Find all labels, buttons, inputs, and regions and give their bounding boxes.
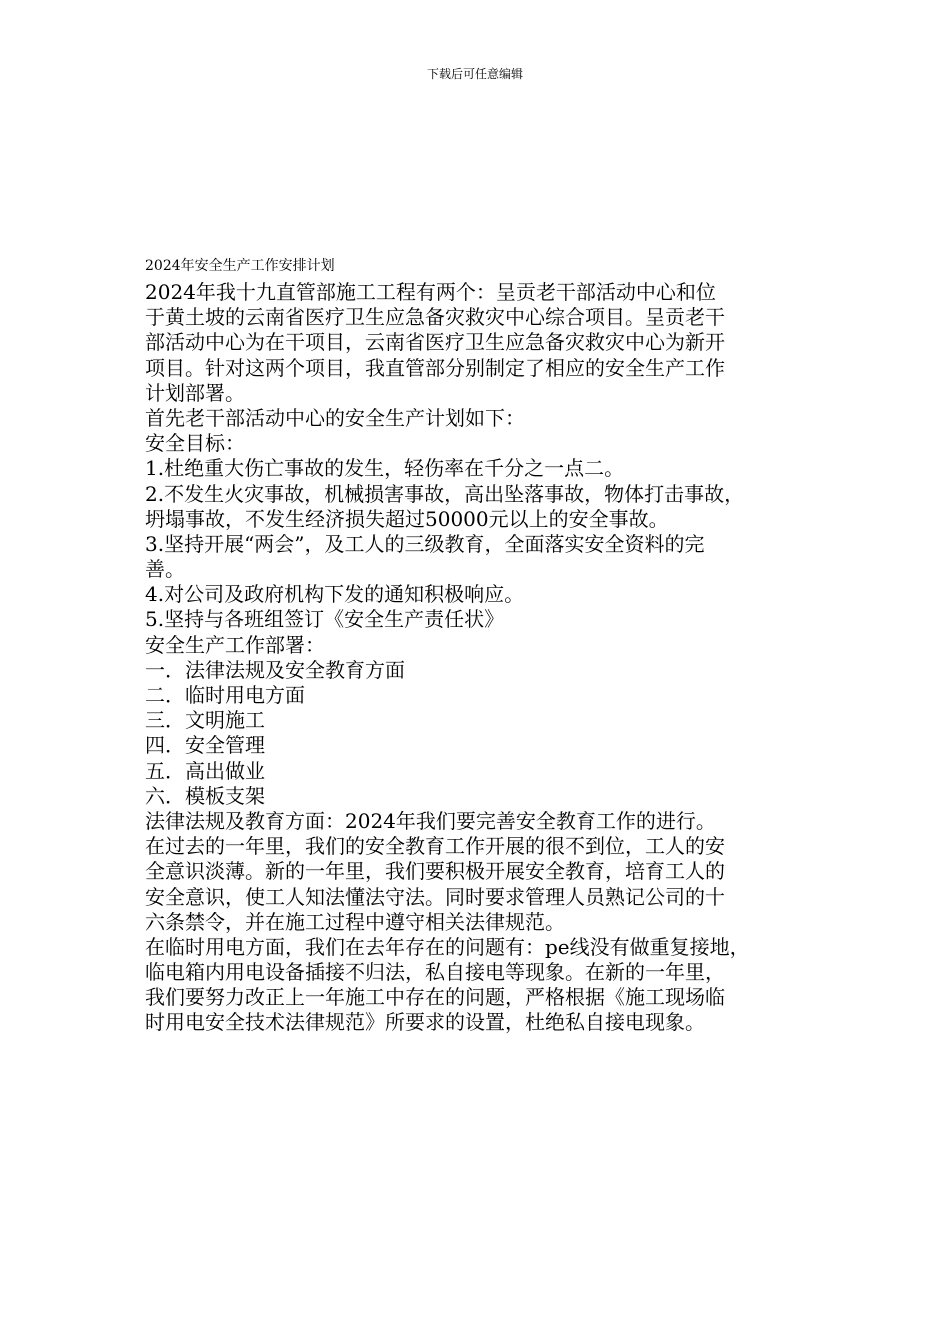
document-title: 2024年安全生产工作安排计划 [145, 258, 335, 274]
list-item: 4.对公司及政府机构下发的通知积极响应。 [145, 582, 525, 607]
body-line: 时用电安全技术法律规范》所要求的设置，杜绝私自接电现象。 [145, 1010, 705, 1035]
list-item: 二．临时用电方面 [145, 683, 305, 707]
body-line: 临电箱内用电设备插接不归法，私自接电等现象。在新的一年里， [145, 960, 725, 985]
list-item: 四．安全管理 [145, 733, 265, 758]
list-item: 三．文明施工 [145, 708, 265, 733]
body-line: 计划部署。 [145, 380, 245, 405]
section-heading: 安全目标： [145, 431, 245, 456]
body-line: 我们要努力改正上一年施工中存在的问题，严格根据《施工现场临 [145, 985, 725, 1010]
body-line: 于黄土坡的云南省医疗卫生应急备灾救灾中心综合项目。呈贡老干 [145, 305, 725, 330]
list-item: 5.坚持与各班组签订《安全生产责任状》 [145, 607, 505, 632]
list-item: 3.坚持开展“两会”，及工人的三级教育，全面落实安全资料的完 [145, 531, 705, 556]
body-line: 部活动中心为在干项目，云南省医疗卫生应急备灾救灾中心为新开 [145, 330, 725, 355]
section-heading: 安全生产工作部署： [145, 632, 325, 657]
list-item: 2.不发生火灾事故，机械损害事故，高出坠落事故，物体打击事故， [145, 481, 745, 506]
list-item: 善。 [145, 557, 185, 582]
body-line: 全意识淡薄。新的一年里，我们要积极开展安全教育，培育工人的 [145, 859, 725, 884]
body-line: 首先老干部活动中心的安全生产计划如下： [145, 405, 525, 430]
document-body [145, 280, 825, 1036]
list-item: 一．法律法规及安全教育方面 [145, 657, 405, 682]
body-line: 项目。针对这两个项目，我直管部分别制定了相应的安全生产工作 [145, 355, 725, 380]
list-item: 五．高出做业 [145, 758, 265, 783]
body-line: 法律法规及教育方面：2024年我们要完善安全教育工作的进行。 [145, 808, 716, 833]
list-item: 1.杜绝重大伤亡事故的发生，轻伤率在千分之一点二。 [145, 456, 625, 481]
body-line: 六条禁令，并在施工过程中遵守相关法律规范。 [145, 909, 565, 934]
body-line: 2024年我十九直管部施工工程有两个：呈贡老干部活动中心和位 [145, 280, 716, 304]
body-line: 安全意识，使工人知法懂法守法。同时要求管理人员熟记公司的十 [145, 884, 725, 909]
list-item: 六．模板支架 [145, 783, 265, 808]
body-line: 在临时用电方面，我们在去年存在的问题有：pe线没有做重复接地， [145, 934, 750, 959]
body-line: 在过去的一年里，我们的安全教育工作开展的很不到位，工人的安 [145, 834, 725, 859]
list-item: 坍塌事故，不发生经济损失超过50000元以上的安全事故。 [145, 506, 669, 531]
header-note: 下载后可任意编辑 [426, 67, 523, 81]
